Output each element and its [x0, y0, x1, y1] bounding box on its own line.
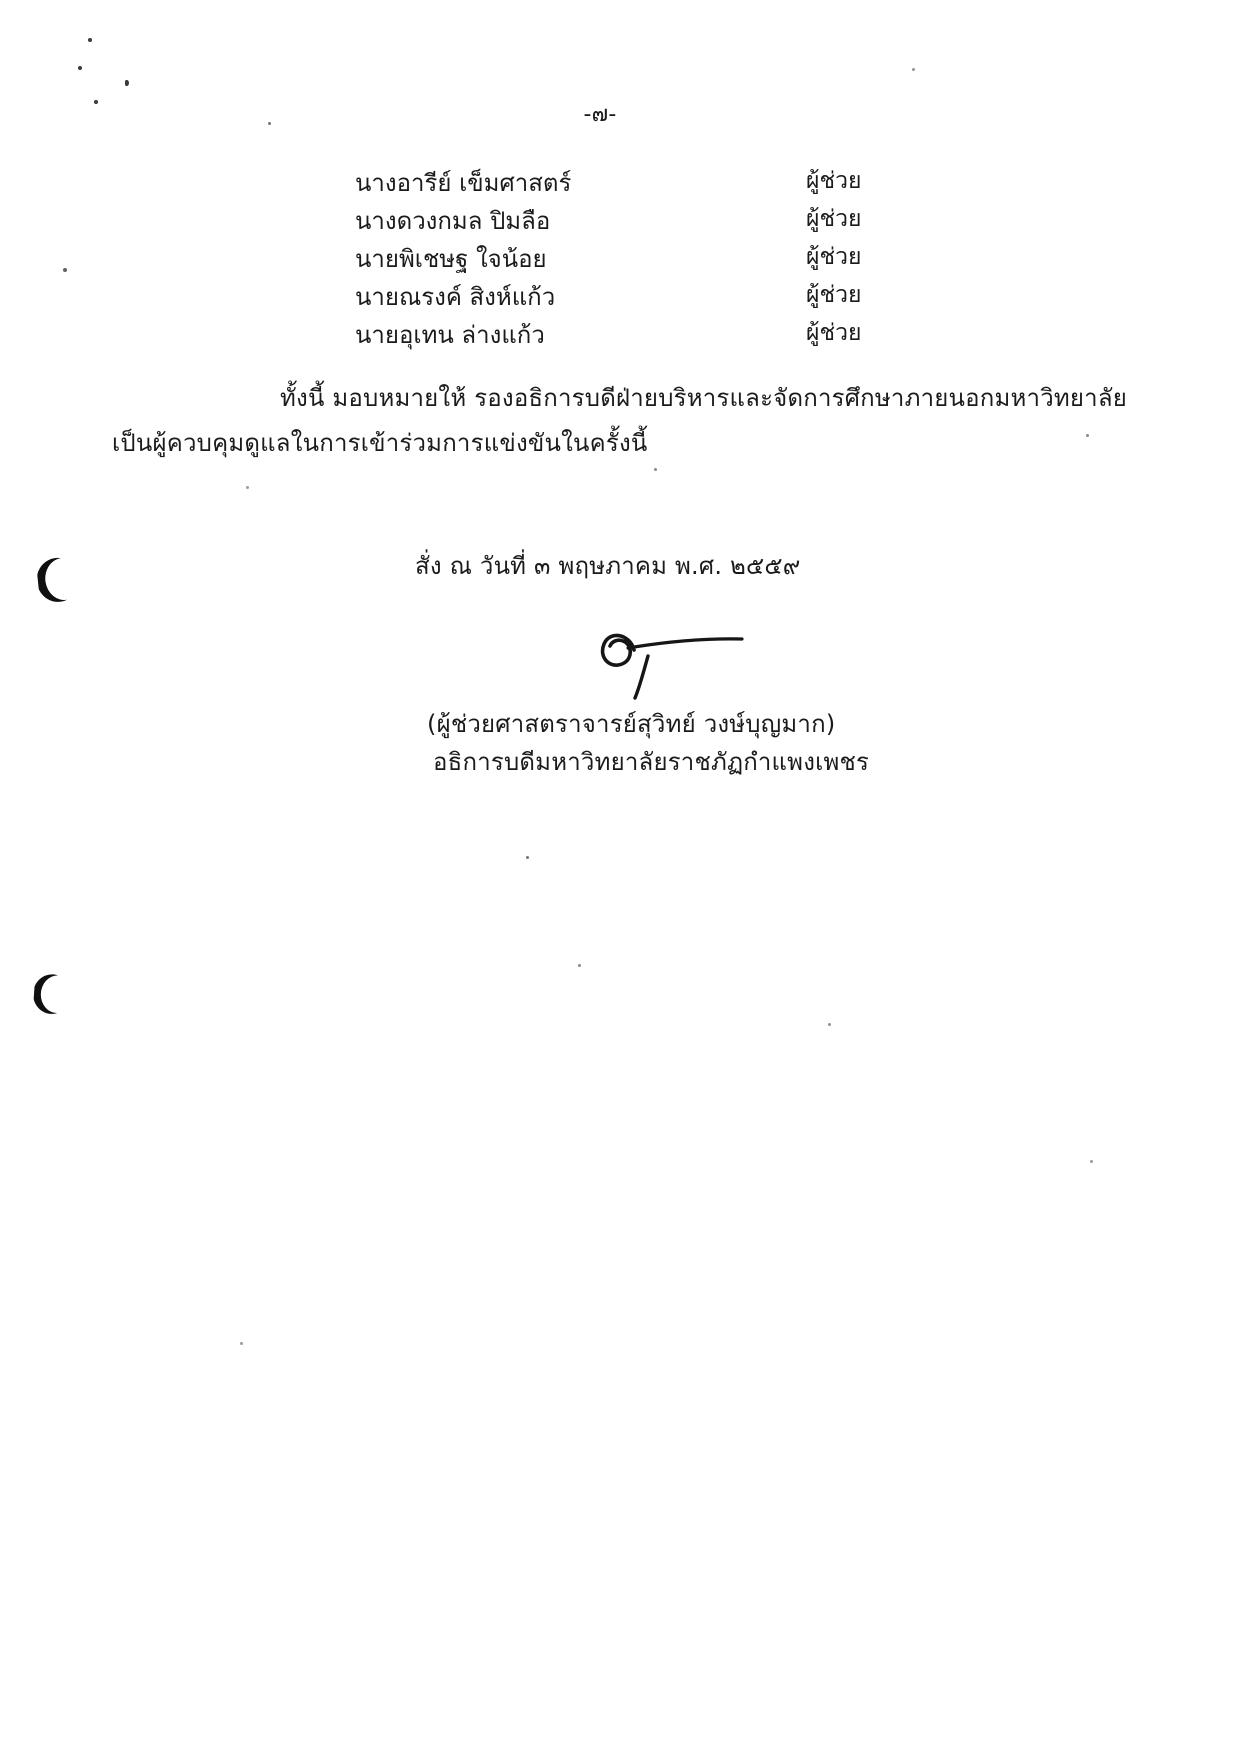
signature-handwriting [596, 626, 756, 710]
scan-speck [246, 486, 249, 489]
scan-speck [268, 122, 271, 125]
person-name: นายอุเทน ล่างแก้ว [355, 321, 545, 349]
list-item [355, 277, 915, 315]
list-item [355, 163, 915, 201]
ink-smudge-crescent-icon [35, 554, 72, 607]
person-name: นางอารีย์ เข็มศาสตร์ [355, 169, 572, 197]
scan-speck [88, 38, 92, 42]
scan-speck [828, 1023, 831, 1026]
order-date-line: สั่ง ณ วันที่ ๓ พฤษภาคม พ.ศ. ๒๕๕๙ [415, 552, 801, 580]
scan-speck [240, 1342, 243, 1345]
page-number: -๗- [583, 102, 617, 127]
body-paragraph-line-1: ทั้งนี้ มอบหมายให้ รองอธิการบดีฝ่ายบริหารและจัดการศึกษาภายนอกมหาวิทยาลัย [280, 384, 1128, 412]
scan-speck [78, 66, 82, 70]
ink-smudge-crescent-icon [32, 971, 64, 1018]
scan-speck [912, 68, 915, 71]
person-name: นายณรงค์ สิงห์แก้ว [355, 283, 556, 311]
list-item [355, 315, 915, 353]
person-role: ผู้ช่วย [806, 320, 862, 346]
assistant-name-list [355, 163, 915, 353]
list-item [355, 201, 915, 239]
scan-speck [526, 856, 529, 859]
scan-speck [94, 100, 98, 104]
scan-speck [63, 268, 67, 272]
signer-title: อธิการบดีมหาวิทยาลัยราชภัฏกำแพงเพชร [433, 748, 870, 776]
scan-speck [1090, 1160, 1093, 1163]
scan-speck [1086, 434, 1089, 437]
signer-name: (ผู้ช่วยศาสตราจารย์สุวิทย์ วงษ์บุญมาก) [427, 710, 836, 738]
person-name: นางดวงกมล ปิมลือ [355, 207, 551, 235]
list-item [355, 239, 915, 277]
person-role: ผู้ช่วย [806, 206, 862, 232]
body-paragraph-line-2: เป็นผู้ควบคุมดูแลในการเข้าร่วมการแข่งขันในครั้งนี้ [112, 429, 648, 457]
person-role: ผู้ช่วย [806, 244, 862, 270]
scan-speck [125, 80, 129, 86]
person-role: ผู้ช่วย [806, 282, 862, 308]
scan-speck [654, 468, 657, 471]
person-role: ผู้ช่วย [806, 168, 862, 194]
person-name: นายพิเชษฐ ใจน้อย [355, 245, 547, 273]
scan-speck [578, 964, 581, 967]
